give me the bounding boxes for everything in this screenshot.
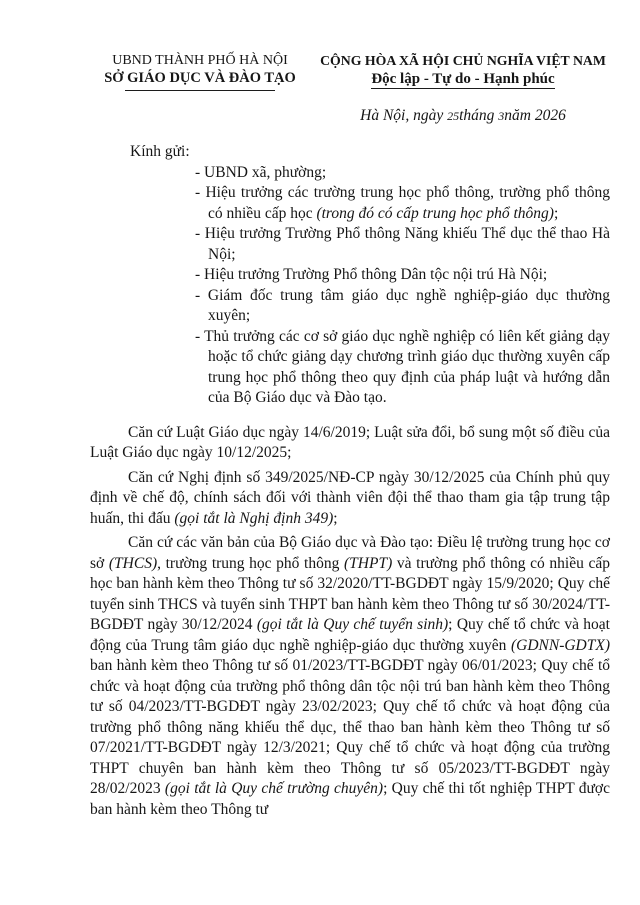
date-suffix: năm 2026 xyxy=(504,107,566,124)
salutation: Kính gửi: xyxy=(130,143,190,160)
issuing-authority-block xyxy=(84,52,316,105)
national-motto xyxy=(316,70,610,89)
recipient-list xyxy=(195,163,610,409)
national-title: CỘNG HÒA XÃ HỘI CHỦ NGHĨA VIỆT NAM xyxy=(320,53,606,68)
date-prefix: Hà Nội, ngày xyxy=(360,107,448,124)
list-dash: - xyxy=(195,286,208,304)
date-day: 25 xyxy=(447,109,460,123)
list-dash: - xyxy=(195,266,205,283)
italic-text-run: (gọi tắt là Nghị định 349) xyxy=(174,509,334,527)
list-dash: - xyxy=(195,163,205,181)
recipient-item xyxy=(195,327,610,409)
date-mid: tháng xyxy=(459,107,499,124)
paragraph xyxy=(90,468,610,530)
issuer-name: SỞ GIÁO DỤC VÀ ĐÀO TẠO xyxy=(104,70,296,86)
issuer-underline-rule xyxy=(125,90,275,91)
italic-text-run: (gọi tắt là Quy chế tuyển sinh) xyxy=(256,616,449,633)
body-paragraphs xyxy=(90,423,610,821)
document-header xyxy=(90,52,610,126)
list-dash: - xyxy=(195,327,205,345)
text-run: Căn cứ các văn bản của Bộ Giáo dục và Đào tạo: Điều lệ trường trung học cơ sở xyxy=(90,534,610,572)
list-dash: - xyxy=(195,225,205,242)
text-run: ; Quy chế thi tốt nghiệp THPT được ban hành kèm theo Thông tư xyxy=(90,780,610,818)
text-run: ; Quy chế tổ chức và hoạt động của Trung tâm giáo dục nghề nghiệp-giáo dục thường xuyên xyxy=(90,616,610,654)
text-run: Giám đốc trung tâm giáo dục nghề nghiệp-giáo dục thường xuyên; xyxy=(207,286,610,324)
national-motto-text: Độc lập - Tự do - Hạnh phúc xyxy=(371,71,555,87)
text-run: Căn cứ Luật Giáo dục ngày 14/6/2019; Luật sửa đổi, bổ sung một số điều của Luật Giáo dục ngày 10/12/2025; xyxy=(90,423,610,461)
text-run: ; xyxy=(553,204,559,222)
recipient-item xyxy=(195,183,610,224)
recipient-item xyxy=(195,265,610,286)
italic-text-run: (trong đó có cấp trung học phổ thông) xyxy=(316,204,554,222)
recipient-item xyxy=(195,224,610,265)
text-run: ban hành kèm theo Thông tư số 01/2023/TT-BGDĐT ngày 06/01/2023; Quy chế tổ chức và hoạt động của trường phổ thông dân tộc nội trú ban hành kèm theo Thông tư số 04/2023/TT-BGDĐT ngày 23/02/2023; Quy chế tổ chức và hoạt động của trường phổ thông năng khiếu thể dục, thể thao ban hành kèm theo Thông tư số 07/2021/TT-BGDĐT ngày 12/3/2021; Quy chế tổ chức và hoạt động của trường THPT chuyên ban hành kèm theo Thông tư số 05/2023/TT-BGDĐT ngày 28/02/2023 xyxy=(90,657,610,797)
text-run: Hiệu trưởng các trường trung học phổ thông, trường phổ thông có nhiều cấp học xyxy=(205,184,610,222)
recipient-item xyxy=(195,163,610,184)
text-run: Căn cứ Nghị định số 349/2025/NĐ-CP ngày 30/12/2025 của Chính phủ quy định về chế độ, chính sách đối với thành viên đội thể thao tham gia tập trung tập huấn, thi đấu xyxy=(90,468,610,527)
italic-text-run: (GDNN-GDTX) xyxy=(510,636,610,654)
paragraph xyxy=(90,533,610,820)
text-run: ; xyxy=(333,509,338,527)
text-run: , trường trung học phổ thông xyxy=(157,554,345,572)
text-run: và trường phổ thông có nhiều cấp học ban hành kèm theo Thông tư số 32/2020/TT-BGDĐT ngày 15/9/2020; Quy chế tuyển sinh THCS và tuyển sinh THPT ban hành kèm theo Thông tư số 30/2024/TT-BGDĐT ngày 30/12/2024 xyxy=(90,554,611,633)
recipient-item xyxy=(195,286,610,327)
list-dash: - xyxy=(195,184,206,201)
italic-text-run: (gọi tắt là Quy chế trường chuyên) xyxy=(164,780,384,797)
italic-text-run: (THPT) xyxy=(344,554,393,572)
date-month: 3 xyxy=(498,109,505,123)
text-run: Hiệu trưởng Trường Phổ thông Dân tộc nội trú Hà Nội; xyxy=(204,266,548,283)
national-header-block xyxy=(316,52,610,126)
italic-text-run: (THCS) xyxy=(108,554,158,572)
paragraph xyxy=(90,423,610,464)
text-run: UBND xã, phường; xyxy=(204,163,327,181)
text-run: Hiệu trưởng Trường Phổ thông Năng khiếu Thể dục thể thao Hà Nội; xyxy=(204,225,610,263)
place-date-line xyxy=(316,106,610,126)
text-run: Thủ trưởng các cơ sở giáo dục nghề nghiệp có liên kết giảng dạy hoặc tổ chức giảng dạy chương trình giáo dục thường xuyên cấp trung học phổ thông theo quy định của pháp luật và hướng dẫn của Bộ Giáo dục và Đào tạo. xyxy=(204,327,610,406)
issuer-parent-name: UBND THÀNH PHỐ HÀ NỘI xyxy=(112,53,288,68)
